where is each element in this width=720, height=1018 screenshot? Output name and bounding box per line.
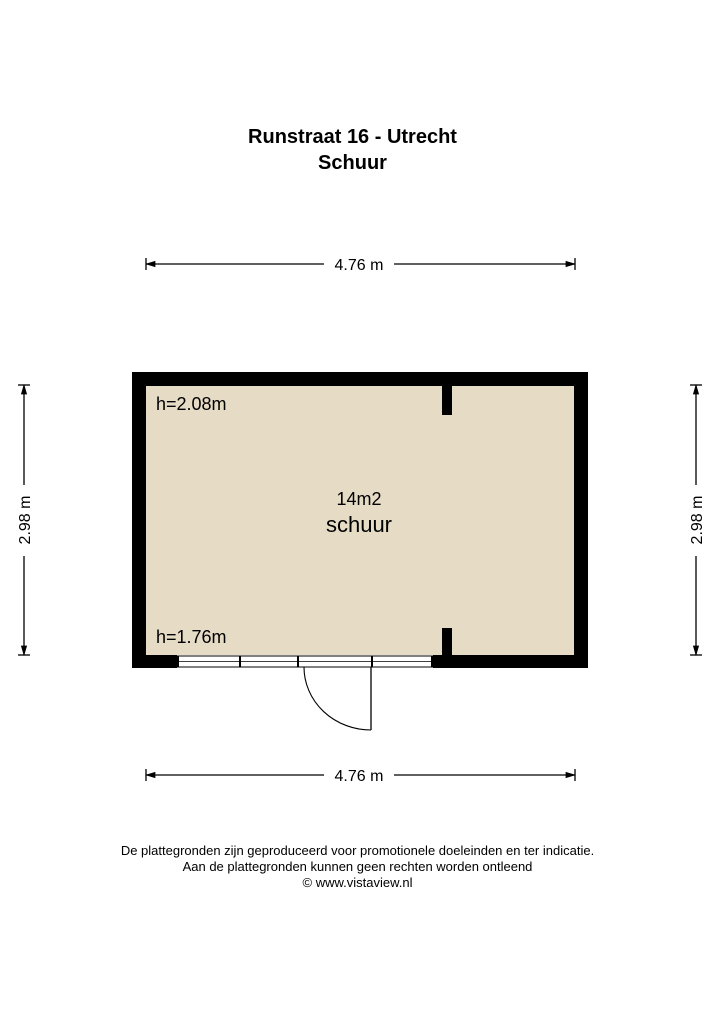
room-height-bottom: h=1.76m xyxy=(156,627,227,647)
wall-bottom-left xyxy=(132,655,177,668)
wall-left xyxy=(132,372,146,668)
wall-bottom-right xyxy=(433,655,588,668)
bottom-dimension-label: 4.76 m xyxy=(334,768,384,785)
disclaimer-line-1: De plattegronden zijn geproduceerd voor promotionele doeleinden en ter indicatie. xyxy=(120,843,595,858)
bottom-dimension xyxy=(146,768,575,785)
right-dimension xyxy=(689,385,706,655)
window-opening xyxy=(176,656,434,667)
floor-title: Schuur xyxy=(318,152,387,174)
top-dimension-label: 4.76 m xyxy=(334,257,384,274)
address-title: Runstraat 16 - Utrecht xyxy=(248,126,457,148)
disclaimer-line-2: Aan de plattegronden kunnen geen rechten worden ontleend xyxy=(182,859,533,874)
door-swing xyxy=(304,667,371,730)
room-area: 14m2 xyxy=(336,489,382,509)
wall-right xyxy=(574,372,588,668)
copyright-line: © www.vistaview.nl xyxy=(302,875,413,890)
wall-stub-top xyxy=(442,385,452,415)
left-dimension xyxy=(17,385,34,655)
room-height-top: h=2.08m xyxy=(156,394,227,414)
right-dimension-label: 2.98 m xyxy=(689,495,706,545)
wall-stub-bottom xyxy=(442,628,452,656)
wall-top xyxy=(132,372,588,386)
left-dimension-label: 2.98 m xyxy=(17,495,34,545)
room-name: schuur xyxy=(325,512,393,537)
top-dimension xyxy=(146,257,575,274)
